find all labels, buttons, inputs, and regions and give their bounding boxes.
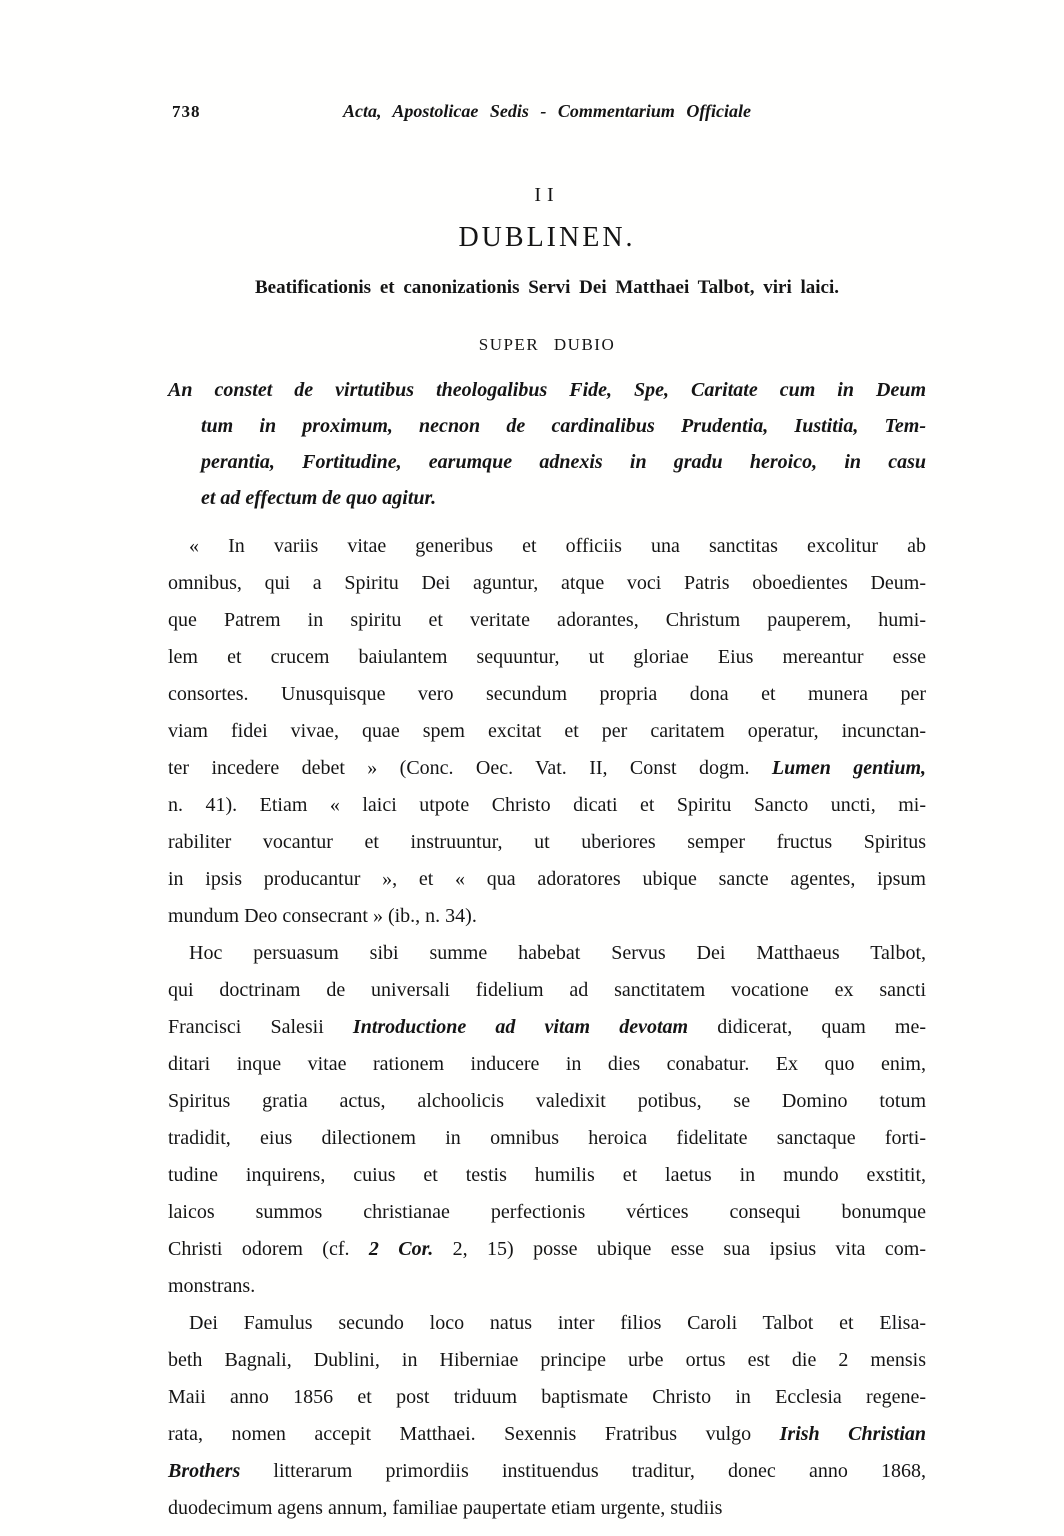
dubium-paragraph [168, 372, 926, 516]
document-body [168, 372, 926, 1527]
text-line: laicos summos christianae perfectionis vértices consequi bonumque [168, 1201, 926, 1223]
text-line: viam fidei vivae, quae spem excitat et per caritatem operatur, incunctan- [168, 720, 926, 742]
emphasized-text: Introductione ad vitam devotam [352, 1016, 689, 1038]
emphasized-text: Brothers [168, 1460, 241, 1482]
running-head: Acta, Apostolicae Sedis - Commentarium Officiale [343, 101, 751, 121]
text-line: consortes. Unusquisque vero secundum propria dona et munera per [168, 683, 926, 705]
text-line: omnibus, qui a Spiritu Dei aguntur, atque voci Patris oboedientes Deum- [168, 572, 926, 594]
text-line: perantia, Fortitudine, earumque adnexis in gradu heroico, in casu [201, 451, 926, 473]
text-line: et ad effectum de quo agitur. [201, 487, 437, 509]
text-line: Maii anno 1856 et post triduum baptismate Christo in Ecclesia regene- [168, 1386, 926, 1408]
text-line: monstrans. [168, 1275, 256, 1297]
text-line: « In variis vitae generibus et officiis una sanctitas excolitur ab [189, 535, 926, 557]
text-line: que Patrem in spiritu et veritate adorantes, Christum pauperem, humi- [168, 609, 926, 631]
text-line: ter incedere debet » (Conc. Oec. Vat. II, Const dogm. Lumen gentium, [168, 757, 926, 779]
emphasized-text: Lumen gentium, [771, 757, 926, 779]
case-title: Beatificationis et canonizationis Servi Dei Matthaei Talbot, viri laici. [254, 277, 839, 298]
page-number: 738 [172, 102, 201, 121]
text-line: in ipsis producantur », et « qua adoratores ubique sancte agentes, ipsum [168, 868, 926, 890]
text-line: n. 41). Etiam « laici utpote Christo dicati et Spiritu Sancto uncti, mi- [168, 794, 926, 816]
body-paragraph-2 [168, 935, 926, 1305]
text-line: duodecimum agens annum, familiae paupertate etiam urgente, studiis [168, 1497, 723, 1519]
text-line: tum in proximum, necnon de cardinalibus Prudentia, Iustitia, Tem- [201, 415, 926, 437]
body-paragraph-3 [168, 1305, 926, 1527]
emphasized-text: 2 Cor. [368, 1238, 434, 1260]
text-line: An constet de virtutibus theologalibus Fide, Spe, Caritate cum in Deum [168, 379, 926, 401]
super-dubio-heading: SUPER DUBIO [478, 335, 616, 354]
text-line: Christi odorem (cf. 2 Cor. 2, 15) posse ubique esse sua ipsius vita com- [168, 1238, 926, 1260]
text-line: beth Bagnali, Dublini, in Hiberniae principe urbe ortus est die 2 mensis [168, 1349, 926, 1371]
text-line: Brothers litterarum primordiis instituendus traditur, donec anno 1868, [168, 1460, 926, 1482]
text-line: rata, nomen accepit Matthaei. Sexennis Fratribus vulgo Irish Christian [168, 1423, 926, 1445]
text-line: mundum Deo consecrant » (ib., n. 34). [168, 905, 477, 927]
text-line: Spiritus gratia actus, alchoolicis valedixit potibus, se Domino totum [168, 1090, 926, 1112]
text-line: lem et crucem baiulantem sequuntur, ut gloriae Eius mereantur esse [168, 646, 926, 668]
section-title: DUBLINEN. [458, 222, 636, 253]
text-line: ditari inque vitae rationem inducere in dies conabatur. Ex quo enim, [168, 1053, 926, 1075]
text-line: Dei Famulus secundo loco natus inter filios Caroli Talbot et Elisa- [189, 1312, 926, 1334]
text-line: qui doctrinam de universali fidelium ad sanctitatem vocatione ex sancti [168, 979, 926, 1001]
text-line: Francisci Salesii Introductione ad vitam devotam didicerat, quam me- [168, 1016, 927, 1038]
text-line: Hoc persuasum sibi summe habebat Servus Dei Matthaeus Talbot, [189, 942, 926, 964]
text-line: tudine inquirens, cuius et testis humilis et laetus in mundo exstitit, [168, 1164, 926, 1186]
body-paragraph-1 [168, 528, 926, 935]
text-line: tradidit, eius dilectionem in omnibus heroica fidelitate sanctaque forti- [168, 1127, 926, 1149]
section-numeral: II [534, 184, 560, 206]
emphasized-text: Irish Christian [779, 1423, 926, 1445]
text-line: rabiliter vocantur et instruuntur, ut uberiores semper fructus Spiritus [168, 831, 926, 853]
